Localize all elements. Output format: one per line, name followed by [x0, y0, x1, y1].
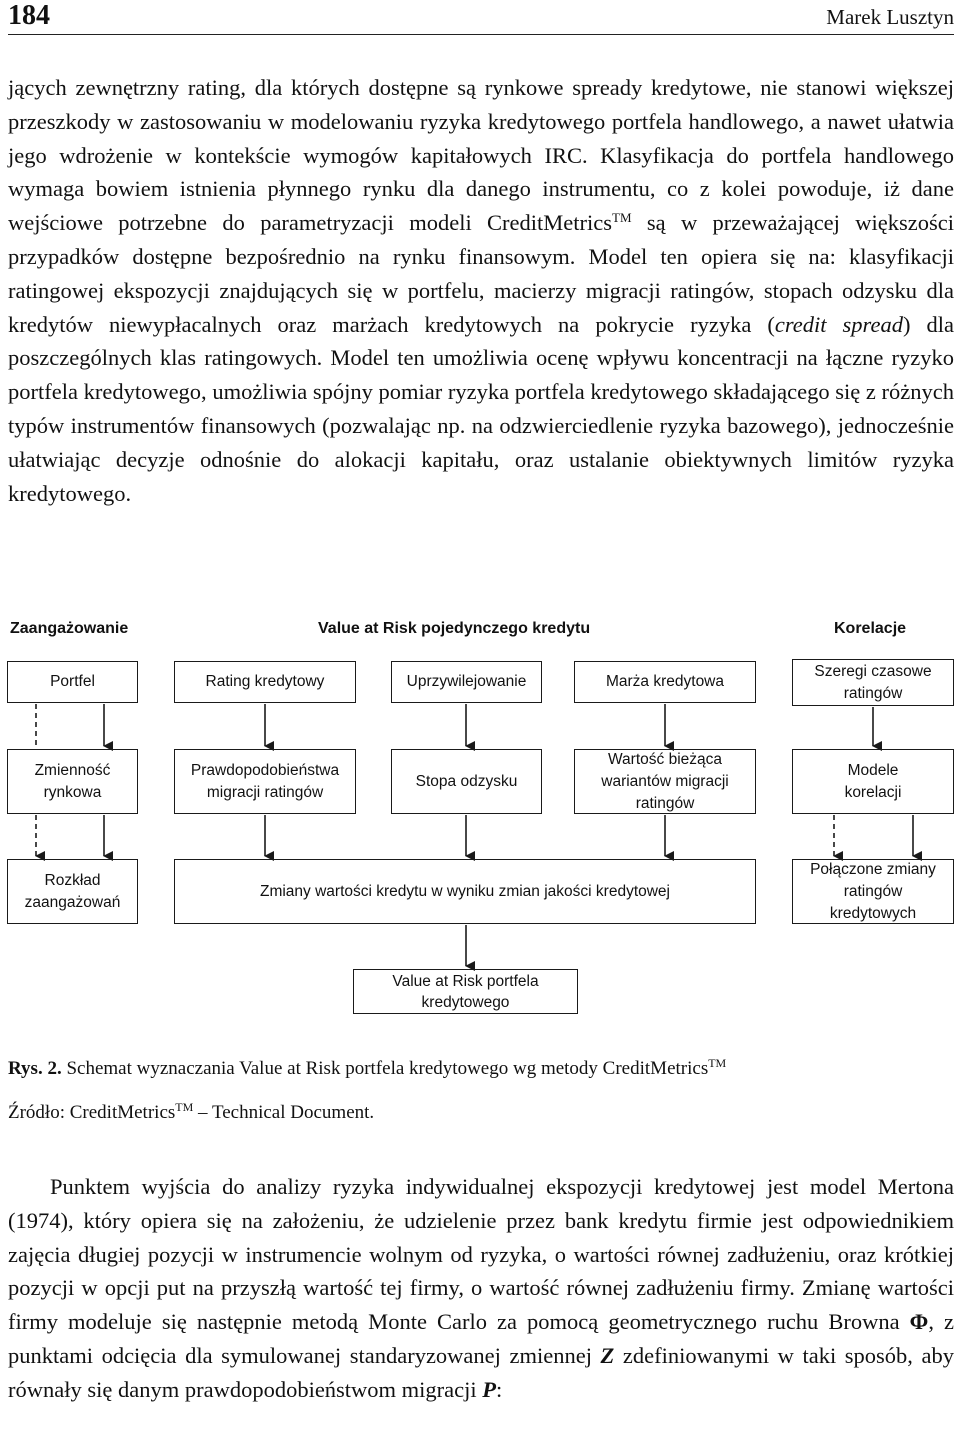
box-stopa-odzysku: Stopa odzysku	[391, 749, 542, 814]
box-szeregi-czasowe: Szeregi czasowe ratingów	[792, 659, 954, 706]
box-prawdopodobienstwa-migracji: Prawdopodobieństwa migracji ratingów	[174, 749, 356, 814]
figure-caption	[8, 1057, 726, 1081]
box-rozklad-zaangazowan: Rozkład zaangażowań	[7, 859, 138, 924]
box-marza-kredytowa: Marża kredytowa	[574, 661, 756, 703]
box-var-portfela: Value at Risk portfela kredytowego	[353, 969, 578, 1014]
box-uprzywilejowanie: Uprzywilejowanie	[391, 661, 542, 703]
diagram-heading-correlations: Korelacje	[834, 620, 907, 637]
paragraph-text: są w przeważającej większości przypadków dostępne bezpośrednio na rynku finansowym. Model ten opiera się na: klasyfikacji ratingowej ekspozycji znajdujących się w portfelu, macierzy migracji ratingów, stopach odzysku dla kredytów niewypłacalnych oraz marżach kredytowych na pokrycie ryzyka (	[8, 210, 954, 337]
running-head-author: Marek Lusztyn	[826, 5, 954, 29]
box-modele-korelacji: Modele korelacji	[792, 749, 954, 814]
paragraph-text: , z punktami odcięcia dla symulowanej standaryzowanej zmiennej	[8, 1309, 954, 1368]
diagram-heading-var-single: Value at Risk pojedynczego kredytu	[318, 620, 591, 637]
box-wartosc-biezaca: Wartość bieżąca wariantów migracji ratingów	[574, 749, 756, 814]
symbol-p: P	[482, 1376, 497, 1402]
figure-source	[8, 1101, 374, 1125]
caption-text: Schemat wyznaczania Value at Risk portfela kredytowego wg metody CreditMetrics	[61, 1058, 709, 1079]
source-suffix: – Technical Document.	[193, 1102, 375, 1123]
symbol-phi: Φ	[909, 1309, 929, 1335]
italic-term: credit spread	[774, 311, 903, 337]
trademark-superscript: TM	[175, 1100, 194, 1114]
body-paragraph-2	[8, 1170, 954, 1407]
paragraph-text: ) dla poszczególnych klas ratingowych. Model ten umożliwia ocenę wpływu koncentracji na łączne ryzyko portfela kredytowego, umożliwia spójny pomiar ryzyka portfela kredytowego składającego się z różnych typów instrumentów finansowych (pozwalając np. na odzwierciedlenie ryzyka bazowego), jednocześnie ułatwiając decyzje odnośnie do alokacji kapitału, oraz ustalanie obiektywnych limitów ryzyka kredytowego.	[8, 311, 955, 506]
box-polaczone-zmiany: Połączone zmiany ratingów kredytowych	[792, 859, 954, 924]
diagram-heading-exposure: Zaangażowanie	[10, 620, 129, 637]
box-zmiennosc-rynkowa: Zmienność rynkowa	[7, 749, 138, 814]
paragraph-text: zdefiniowanymi w taki sposób, aby równały się danym prawdopodobieństwom migracji	[8, 1342, 954, 1402]
trademark-superscript: TM	[708, 1056, 727, 1070]
box-rating-kredytowy: Rating kredytowy	[174, 661, 356, 703]
caption-label: Rys. 2.	[8, 1058, 62, 1079]
box-zmiany-wartosci-kredytu: Zmiany wartości kredytu w wyniku zmian jakości kredytowej	[174, 859, 756, 924]
source-prefix: Źródło: CreditMetrics	[8, 1102, 176, 1123]
paragraph-text: Punktem wyjścia do analizy ryzyka indywidualnej ekspozycji kredytowej jest model Mertona (1974), który opiera się na założeniu, że udzielenie przez bank kredytu firmie jest odpowiednikiem zajęcia długiej pozycji w instrumencie wolnym od ryzyka, o wartości równej zadłużeniu, oraz krótkiej pozycji w opcji put na przyszłą wartość tej firmy, o wartość równej zadłużeniu firmy. Zmianę wartości firmy modeluje się następnie metodą Monte Carlo za pomocą geometrycznego ruchu Browna	[8, 1174, 954, 1335]
paragraph-text: jących zewnętrzny rating, dla których dostępne są rynkowe spready kredytowe, nie stanowi większej przeszkody w zastosowaniu w modelowaniu ryzyka kredytowego portfela handlowego, a nawet ułatwia jego wdrożenie w kontekście wymogów kapitałowych IRC. Klasyfikacja do portfela handlowego wymaga bowiem istnienia płynnego rynku dla danego instrumentu, co z kolei powoduje, iż dane wejściowe potrzebne do parametryzacji modeli CreditMetrics	[8, 75, 954, 236]
trademark-superscript: TM	[612, 210, 632, 226]
symbol-z: Z	[600, 1342, 615, 1368]
paragraph-text: :	[496, 1376, 503, 1402]
page-number: 184	[8, 0, 50, 31]
box-portfel: Portfel	[7, 661, 138, 703]
